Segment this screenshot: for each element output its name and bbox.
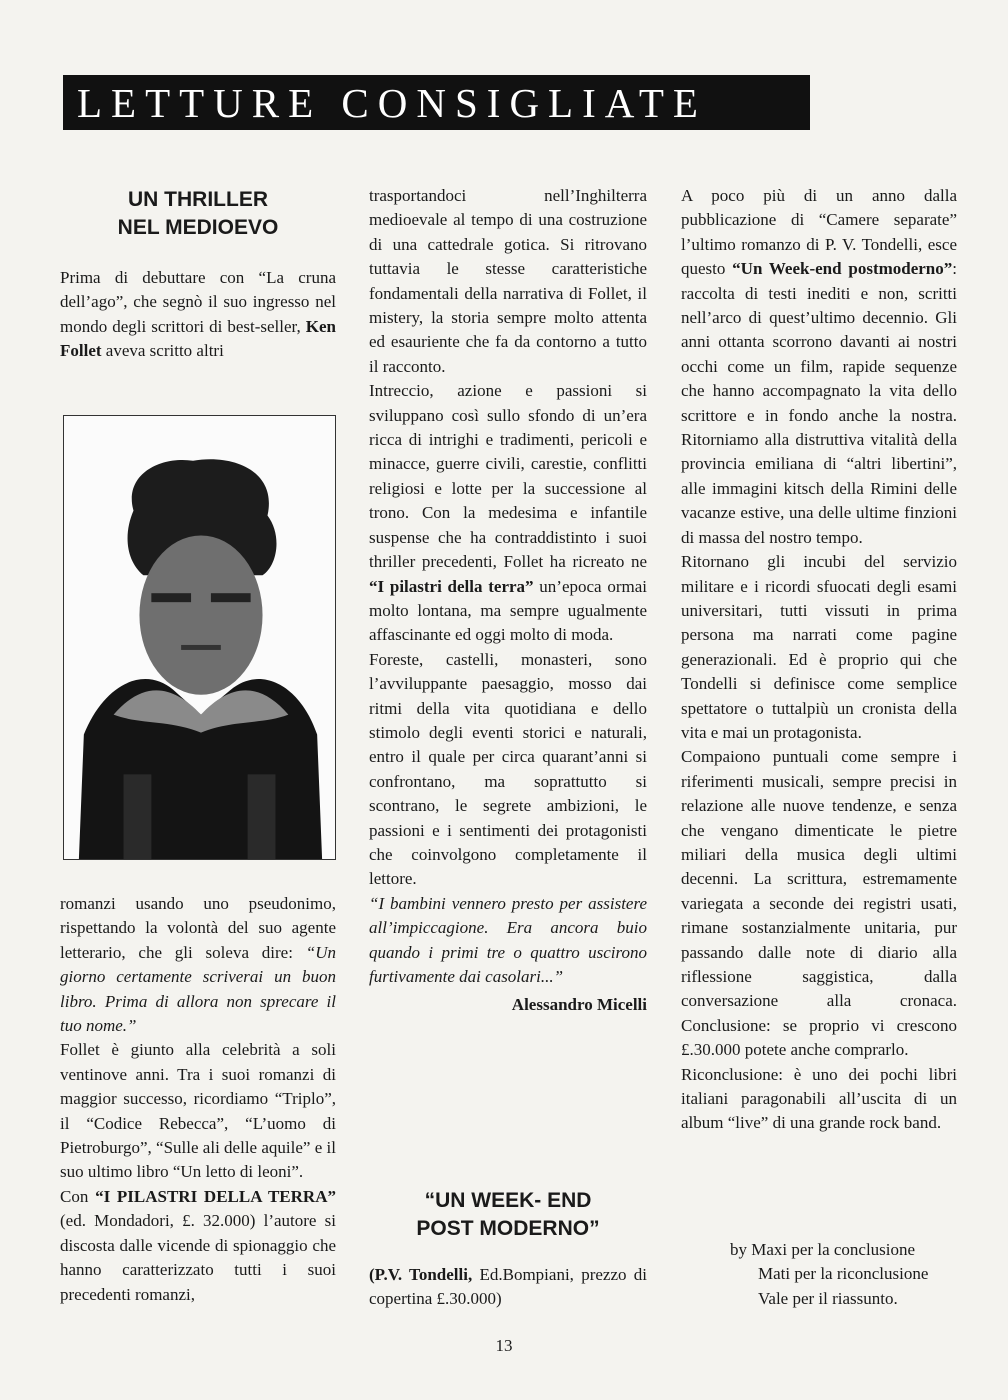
pseudonym-text: romanzi usando uno pseudonimo, rispettando la volontà del suo agente letterario, che gli soleva dire: <box>60 894 336 962</box>
pilastri-pre: Con <box>60 1186 96 1206</box>
tondelli-intro-text: A poco più di un anno dalla pubblicazione di “Camere separate” l’ultimo romanzo di P. V. Tondelli, esce questo <box>681 186 957 279</box>
paragraph-music: Compaiono puntuali come sempre i riferimenti musicali, sempre precisi in relazione alle nuove tendenze, e senza che vengano dimenticate le pietre miliari della musica degli ultimi decenni. La scrittura, estremamente variegata a seconde dei registri usati, rimane sostanzialmente unitaria, pur passando dalle note di diario alla riflessione saggistica, dalla conversazione alla cronaca. Conclusione: se proprio vi crescono £.30.000 potete anche comprarlo. <box>681 747 957 1060</box>
intrigue-text-end: un’epoca ormai molto lontana, ma sempre ugualmente affascinante ed oggi molto di moda. <box>369 576 647 645</box>
credit-line-2: Mati per la riconclusione <box>758 1264 929 1284</box>
author-name: Ken Follet <box>60 316 336 361</box>
column-1-top <box>60 186 336 364</box>
article-title-line-1: UN THRILLER <box>128 188 268 211</box>
column-1-bottom <box>60 892 336 1307</box>
article-title-line-2: NEL MEDIOEVO <box>117 216 279 239</box>
paragraph-military: Ritornano gli incubi del servizio militare e i ricordi sfuocati degli esami universitari, tutti vissuti in prima persona ma narrati come pagine generazionali. Ed è proprio qui che Tondelli si definisce come semplice spettatore o tuttalpiù un cronista della vita e mai un protagonista. <box>681 552 957 742</box>
book-title-inline: “I pilastri della terra” <box>369 576 534 596</box>
intro-text-end: aveva scritto altri <box>101 341 224 361</box>
intrigue-text: Intreccio, azione e passioni si sviluppano così sullo sfondo di un’era ricca di intrighi e tradimenti, pericoli e minacce, guerre civili, carestie, conflitti religiosi e lotte per la successione al trono. Con la medesima e infantile suspense che ha contraddistinto i suoi thriller precedenti, Follet ha ricreato ne <box>369 381 647 572</box>
paragraph-intrigue <box>369 379 647 647</box>
column-2 <box>369 184 647 1018</box>
intro-paragraph <box>60 266 336 364</box>
credits <box>730 1238 928 1311</box>
book-reference-author: (P.V. Tondelli, <box>369 1265 473 1284</box>
paragraph-pilastri <box>60 1185 336 1307</box>
portrait-image <box>64 416 335 859</box>
agent-quote: “Un giorno certamente scriverai un buon libro. Prima di allora non sprecare il tuo nome.” <box>60 942 336 1036</box>
author-photo <box>63 415 336 860</box>
page-number: 13 <box>495 1336 513 1355</box>
pilastri-text: (ed. Mondadori, £. 32.000) l’autore si discosta dalle vicende di spionaggio che hanno caratterizzato tutti i suoi precedenti romanzi, <box>60 1211 336 1304</box>
book-reference <box>369 1263 647 1312</box>
second-article-title-line-2: POST MODERNO” <box>416 1217 600 1240</box>
section-banner: LETTURE CONSIGLIATE <box>63 75 810 130</box>
intro-text: Prima di debuttare con “La cruna dell’ago”, che segnò il suo ingresso nel mondo degli scrittori di best-seller, <box>60 268 336 336</box>
paragraph-landscape: Foreste, castelli, monasteri, sono l’avviluppante paesaggio, mosso dai ritmi della vita quotidiana e dello stimolo degli eventi storici e naturali, entro il quale per circa quarant’anni si confrontano, ma soprattutto si scontrano, le segrete ambizioni, le passioni e i sentimenti dei protagonisti che coinvolgono completamente il lettore. <box>369 649 647 889</box>
column-3 <box>681 184 957 1136</box>
paragraph-celebrity: Follet è giunto alla celebrità a soli ventinove anni. Tra i suoi romanzi di maggior successo, ricordiamo “Triplo”, il “Codice Rebecca”, “L’uomo di Pietroburgo”, “Sulle ali delle aquile” e il suo ultimo libro “Un letto di leoni”. <box>60 1040 336 1182</box>
book-title-weekend: “Un Week-end postmoderno” <box>732 259 953 279</box>
column-2-second-article <box>369 1187 647 1312</box>
tondelli-intro-text-end: : raccolta di testi inediti e non, scritti nell’arco di quest’ultimo decennio. Gli anni ottanta scorrono davanti ai nostri occhi come un film, rapide sequenze che hanno accompagnato la vita dello scrittore e in fondo anche la nostra. Ritorniamo alla distruttiva vitalità della provincia emiliana di “altri libertini”, alle immagini kitsch della Rimini delle vacanze estive, una delle ultime finzioni di massa del nostro tempo. <box>681 259 957 547</box>
paragraph-pseudonym <box>60 892 336 1038</box>
credit-line-3: Vale per il riassunto. <box>758 1288 898 1308</box>
book-excerpt-quote: “I bambini vennero presto per assistere all’impiccagione. Era ancora buio quando i primi tre o quattro uscirono furtivamente dai casolari...” <box>369 893 647 986</box>
credit-line-1: by Maxi per la conclusione <box>730 1240 916 1259</box>
book-title-pilastri: “I PILASTRI DELLA TERRA” <box>95 1186 336 1206</box>
paragraph-tondelli-intro <box>681 184 957 550</box>
second-article-title-line-1: “UN WEEK- END <box>424 1189 592 1212</box>
review-signature: Alessandro Micelli <box>511 995 647 1015</box>
paragraph-medieval: trasportandoci nell’Inghilterra medioevale al tempo di una costruzione di una cattedrale gotica. Si ritrovano tuttavia le stesse caratteristiche fondamentali della narrativa di Follet, il mistery, la storia sempre molto attenta ed esauriente che fa da contorno a tutto il racconto. <box>369 186 647 376</box>
paragraph-riconclusione: Riconclusione: è uno dei pochi libri italiani paragonabili all’uscita di un album “live” di una grande rock band. <box>681 1064 957 1133</box>
book-reference-details: Ed.Bompiani, prezzo di copertina £.30.000) <box>369 1265 647 1309</box>
